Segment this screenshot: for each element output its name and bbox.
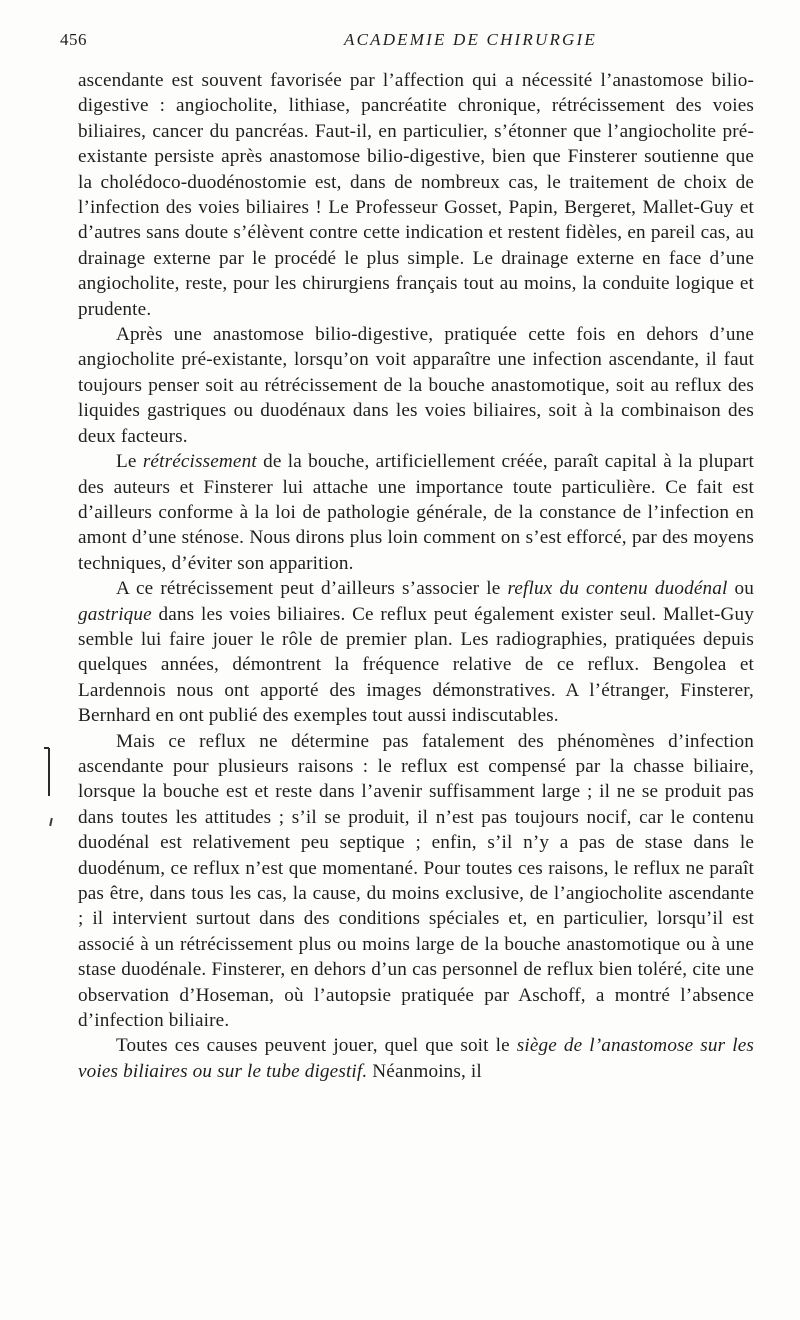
paragraph-4-text-2: ou [727, 578, 755, 600]
paragraph-2 [78, 322, 754, 449]
paragraph-6 [78, 1033, 754, 1084]
paragraph-6-text-rest: Néanmoins, il [367, 1060, 482, 1082]
paragraph-4-text-rest: dans les voies biliaires. Ce reflux peut également exister seul. Mallet-Guy semble lui faire jouer le rôle de premier plan. Les radiographies, pratiquées depuis quelques années, démontrent la fréquence relative de ce reflux. Bengolea et Lardennois nous ont apporté des images démonstratives. A l’étranger, Finsterer, Bernhard en ont publié des exemples tout aussi indiscutables. [78, 603, 754, 727]
paragraph-3-text: Le [116, 451, 143, 473]
margin-mark-bar [48, 748, 50, 796]
page-header [60, 30, 760, 52]
page-number: 456 [60, 30, 87, 49]
paragraph-4-emphasis-2: gastrique [78, 603, 152, 625]
paragraph-4-text: A ce rétrécissement peut d’ailleurs s’associer le [116, 578, 508, 600]
paragraph-3-text-rest: de la bouche, artificiellement créée, paraît capital à la plupart des auteurs et Finsterer lui attache une importance toute particulière. Ce fait est d’ailleurs conforme à la loi de pathologie générale, de la constance de l’infection en amont d’une sténose. Nous dirons plus loin comment on s’est efforcé, par des moyens techniques, d’éviter son apparition. [78, 451, 754, 574]
paragraph-4-emphasis-1: reflux du contenu duodénal [507, 578, 728, 600]
paragraph-3 [78, 449, 754, 576]
paragraph-1 [78, 68, 754, 322]
body-text [78, 68, 754, 1084]
paragraph-4 [78, 576, 754, 728]
paragraph-2-text: Après une anastomose bilio-digestive, pratiquée cette fois en dehors d’une angiocholite pré-existante, lorsqu’on voit apparaître une infection ascendante, il faut toujours penser soit au rétrécissement de la bouche anastomotique, soit au reflux des liquides gastriques ou duodénaux dans les voies biliaires, soit à la combinaison des deux facteurs. [78, 324, 754, 447]
paragraph-3-emphasis: rétrécissement [142, 451, 257, 473]
paragraph-6-emphasis: siège de l’anastomose sur les voies biliaires ou sur le tube digestif. [78, 1035, 754, 1082]
paragraph-6-text: Toutes ces causes peuvent jouer, quel que soit le [116, 1035, 517, 1057]
paragraph-1-text: ascendante est souvent favorisée par l’affection qui a nécessité l’anastomose bilio-digestive : angiocholite, lithiase, pancréatite chronique, rétrécissement des voies biliaires, cancer du pancréas. Faut-il, en particulier, s’étonner que l’angiocholite pré-existante persiste après anastomose bilio-digestive, bien que Finsterer soutienne que la cholédoco-duodénostomie est, dans de nombreux cas, le traitement de choix de l’infection des voies biliaires ! Le Professeur Gosset, Papin, Bergeret, Mallet-Guy et d’autres sans doute s’élèvent contre cette indication et restent fidèles, en pareil cas, au drainage externe par le procédé le plus simple. Le drainage externe en face d’une angiocholite, reste, pour les chirurgiens français tout au moins, la conduite logique et prudente. [78, 70, 754, 320]
running-head: ACADEMIE DE CHIRURGIE [344, 30, 597, 49]
paragraph-5-text: Mais ce reflux ne détermine pas fatalement des phénomènes d’infection ascendante pour plusieurs raisons : le reflux est compensé par la chasse biliaire, lorsque la bouche est et reste dans l’avenir suffisamment large ; il ne se produit pas dans toutes les attitudes ; s’il se produit, il n’est pas toujours nocif, car le contenu duodénal est relativement peu septique ; enfin, s’il n’y a pas de stase dans le duodénum, ce reflux n’est que momentané. Pour toutes ces raisons, le reflux ne paraît pas être, dans tous les cas, la cause, du moins exclusive, de l’angiocholite ascendante ; il intervient surtout dans des conditions spéciales et, en particulier, lorsqu’il est associé à un rétrécissement plus ou moins large de la bouche anastomotique ou à une stase duodénale. Finsterer, en dehors d’un cas personnel de reflux bien toléré, cite une observation d’Hoseman, où l’autopsie pratiquée par Aschoff, a montré l’absence d’infection biliaire. [78, 730, 754, 1032]
paragraph-5 [78, 729, 754, 1034]
margin-mark-dot [49, 818, 53, 826]
